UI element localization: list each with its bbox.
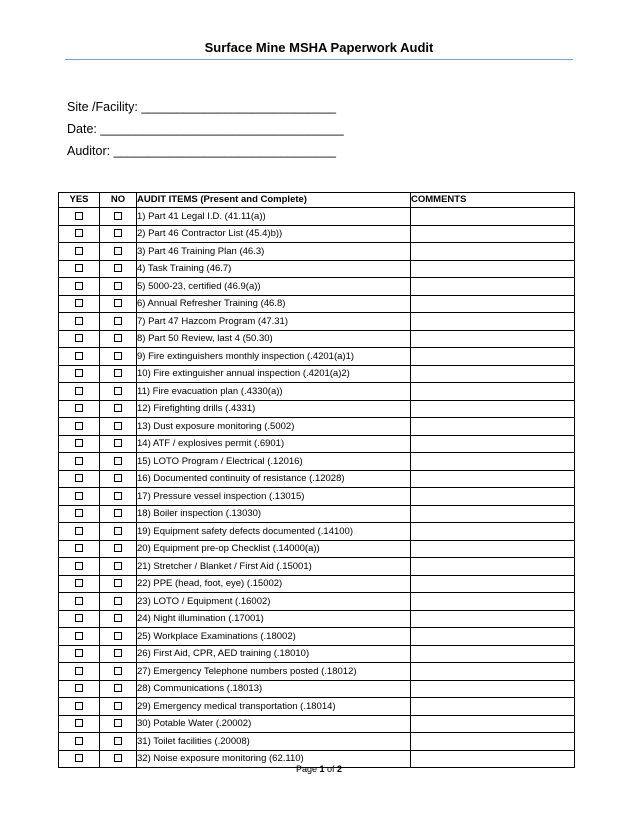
comments-column-header: COMMENTS	[411, 193, 575, 208]
audit-table-header	[59, 193, 575, 208]
footer-page-prefix: Page	[295, 764, 320, 774]
no-cell	[100, 575, 137, 593]
no-checkbox[interactable]	[114, 527, 122, 535]
yes-checkbox[interactable]	[75, 439, 83, 447]
comments-cell[interactable]	[411, 348, 575, 366]
no-checkbox[interactable]	[114, 317, 122, 325]
yes-checkbox[interactable]	[75, 299, 83, 307]
no-cell	[100, 418, 137, 436]
yes-checkbox[interactable]	[75, 684, 83, 692]
no-cell	[100, 628, 137, 646]
auditor-field[interactable]: Auditor: ________________________________	[67, 144, 337, 158]
audit-item-label: 26) First Aid, CPR, AED training (.18010)	[137, 645, 411, 663]
audit-item-label: 19) Equipment safety defects documented (.14100)	[137, 523, 411, 541]
audit-item-label: 8) Part 50 Review, last 4 (50.30)	[137, 330, 411, 348]
yes-cell	[59, 260, 100, 278]
table-row	[59, 645, 575, 663]
audit-item-label: 5) 5000-23, certified (46.9(a))	[137, 278, 411, 296]
table-row	[59, 505, 575, 523]
comments-cell[interactable]	[411, 698, 575, 716]
comments-cell[interactable]	[411, 330, 575, 348]
no-cell	[100, 383, 137, 401]
comments-cell[interactable]	[411, 593, 575, 611]
footer-page-of: of	[324, 764, 338, 774]
yes-cell	[59, 243, 100, 261]
table-row	[59, 575, 575, 593]
yes-column-header: YES	[59, 193, 100, 208]
no-checkbox[interactable]	[114, 509, 122, 517]
no-cell	[100, 330, 137, 348]
no-checkbox[interactable]	[114, 579, 122, 587]
yes-checkbox[interactable]	[75, 229, 83, 237]
yes-cell	[59, 418, 100, 436]
audit-item-label: 11) Fire evacuation plan (.4330(a))	[137, 383, 411, 401]
comments-cell[interactable]	[411, 540, 575, 558]
table-row	[59, 435, 575, 453]
audit-item-label: 18) Boiler inspection (.13030)	[137, 505, 411, 523]
yes-checkbox[interactable]	[75, 387, 83, 395]
table-row	[59, 733, 575, 751]
audit-item-label: 28) Communications (.18013)	[137, 680, 411, 698]
yes-cell	[59, 365, 100, 383]
comments-cell[interactable]	[411, 505, 575, 523]
audit-item-label: 4) Task Training (46.7)	[137, 260, 411, 278]
comments-cell[interactable]	[411, 715, 575, 733]
yes-cell	[59, 645, 100, 663]
no-cell	[100, 348, 137, 366]
no-cell	[100, 610, 137, 628]
comments-cell[interactable]	[411, 488, 575, 506]
table-row	[59, 418, 575, 436]
audit-table-body	[59, 208, 575, 768]
no-column-header: NO	[100, 193, 137, 208]
yes-checkbox[interactable]	[75, 667, 83, 675]
comments-cell[interactable]	[411, 278, 575, 296]
table-row	[59, 453, 575, 471]
no-checkbox[interactable]	[114, 422, 122, 430]
yes-checkbox[interactable]	[75, 212, 83, 220]
yes-checkbox[interactable]	[75, 352, 83, 360]
yes-checkbox[interactable]	[75, 544, 83, 552]
yes-cell	[59, 540, 100, 558]
yes-checkbox[interactable]	[75, 264, 83, 272]
audit-item-label: 3) Part 46 Training Plan (46.3)	[137, 243, 411, 261]
no-checkbox[interactable]	[114, 719, 122, 727]
comments-cell[interactable]	[411, 418, 575, 436]
comments-cell[interactable]	[411, 663, 575, 681]
yes-checkbox[interactable]	[75, 509, 83, 517]
no-cell	[100, 540, 137, 558]
no-checkbox[interactable]	[114, 684, 122, 692]
table-row	[59, 698, 575, 716]
no-checkbox[interactable]	[114, 544, 122, 552]
yes-checkbox[interactable]	[75, 597, 83, 605]
yes-checkbox[interactable]	[75, 247, 83, 255]
audit-item-label: 21) Stretcher / Blanket / First Aid (.15001)	[137, 558, 411, 576]
table-row	[59, 400, 575, 418]
no-checkbox[interactable]	[114, 614, 122, 622]
no-checkbox[interactable]	[114, 264, 122, 272]
audit-item-label: 27) Emergency Telephone numbers posted (.18012)	[137, 663, 411, 681]
audit-item-label: 32) Noise exposure monitoring (62.110)	[137, 750, 411, 768]
audit-item-label: 30) Potable Water (.20002)	[137, 715, 411, 733]
yes-cell	[59, 383, 100, 401]
table-row	[59, 663, 575, 681]
comments-cell[interactable]	[411, 365, 575, 383]
yes-cell	[59, 698, 100, 716]
yes-cell	[59, 733, 100, 751]
yes-checkbox[interactable]	[75, 492, 83, 500]
page-footer	[0, 764, 638, 774]
no-cell	[100, 523, 137, 541]
table-row	[59, 383, 575, 401]
audit-item-label: 12) Firefighting drills (.4331)	[137, 400, 411, 418]
no-cell	[100, 645, 137, 663]
footer-page-total: 2	[337, 764, 343, 774]
yes-checkbox[interactable]	[75, 317, 83, 325]
comments-cell[interactable]	[411, 400, 575, 418]
yes-checkbox[interactable]	[75, 282, 83, 290]
no-checkbox[interactable]	[114, 492, 122, 500]
date-field[interactable]: Date: ___________________________________	[67, 122, 344, 136]
yes-cell	[59, 313, 100, 331]
no-cell	[100, 698, 137, 716]
no-cell	[100, 400, 137, 418]
audit-items-column-header: AUDIT ITEMS (Present and Complete)	[137, 193, 411, 208]
no-checkbox[interactable]	[114, 649, 122, 657]
table-row	[59, 208, 575, 226]
no-checkbox[interactable]	[114, 474, 122, 482]
no-cell	[100, 435, 137, 453]
audit-item-label: 7) Part 47 Hazcom Program (47.31)	[137, 313, 411, 331]
yes-checkbox[interactable]	[75, 474, 83, 482]
yes-cell	[59, 330, 100, 348]
comments-cell[interactable]	[411, 295, 575, 313]
no-checkbox[interactable]	[114, 282, 122, 290]
yes-cell	[59, 505, 100, 523]
audit-item-label: 2) Part 46 Contractor List (45.4)b))	[137, 225, 411, 243]
yes-cell	[59, 610, 100, 628]
yes-cell	[59, 488, 100, 506]
no-cell	[100, 260, 137, 278]
yes-cell	[59, 715, 100, 733]
comments-cell[interactable]	[411, 610, 575, 628]
table-row	[59, 330, 575, 348]
yes-checkbox[interactable]	[75, 457, 83, 465]
no-cell	[100, 313, 137, 331]
yes-checkbox[interactable]	[75, 614, 83, 622]
no-cell	[100, 663, 137, 681]
yes-cell	[59, 348, 100, 366]
table-row	[59, 278, 575, 296]
table-row	[59, 715, 575, 733]
yes-checkbox[interactable]	[75, 562, 83, 570]
audit-item-label: 22) PPE (head, foot, eye) (.15002)	[137, 575, 411, 593]
no-cell	[100, 470, 137, 488]
yes-checkbox[interactable]	[75, 334, 83, 342]
yes-cell	[59, 278, 100, 296]
yes-checkbox[interactable]	[75, 632, 83, 640]
yes-cell	[59, 435, 100, 453]
yes-checkbox[interactable]	[75, 579, 83, 587]
no-checkbox[interactable]	[114, 702, 122, 710]
audit-item-label: 17) Pressure vessel inspection (.13015)	[137, 488, 411, 506]
table-row	[59, 313, 575, 331]
audit-item-label: 9) Fire extinguishers monthly inspection (.4201(a)1)	[137, 348, 411, 366]
yes-cell	[59, 523, 100, 541]
audit-item-label: 29) Emergency medical transportation (.18014)	[137, 698, 411, 716]
no-cell	[100, 365, 137, 383]
yes-checkbox[interactable]	[75, 737, 83, 745]
audit-item-label: 14) ATF / explosives permit (.6901)	[137, 435, 411, 453]
audit-item-label: 15) LOTO Program / Electrical (.12016)	[137, 453, 411, 471]
no-checkbox[interactable]	[114, 387, 122, 395]
yes-checkbox[interactable]	[75, 369, 83, 377]
no-cell	[100, 715, 137, 733]
no-checkbox[interactable]	[114, 212, 122, 220]
no-checkbox[interactable]	[114, 299, 122, 307]
table-row	[59, 540, 575, 558]
comments-cell[interactable]	[411, 733, 575, 751]
footer-page-number: 1	[319, 764, 325, 774]
no-checkbox[interactable]	[114, 562, 122, 570]
comments-cell[interactable]	[411, 453, 575, 471]
table-row	[59, 470, 575, 488]
comments-cell[interactable]	[411, 208, 575, 226]
comments-cell[interactable]	[411, 260, 575, 278]
audit-item-label: 24) Night illumination (.17001)	[137, 610, 411, 628]
table-row	[59, 628, 575, 646]
no-checkbox[interactable]	[114, 439, 122, 447]
comments-cell[interactable]	[411, 575, 575, 593]
audit-item-label: 16) Documented continuity of resistance (.12028)	[137, 470, 411, 488]
no-cell	[100, 208, 137, 226]
yes-cell	[59, 680, 100, 698]
no-cell	[100, 295, 137, 313]
audit-item-label: 23) LOTO / Equipment (.16002)	[137, 593, 411, 611]
no-checkbox[interactable]	[114, 352, 122, 360]
title-divider	[65, 59, 573, 60]
no-checkbox[interactable]	[114, 369, 122, 377]
no-cell	[100, 558, 137, 576]
table-row	[59, 610, 575, 628]
table-row	[59, 680, 575, 698]
audit-item-label: 31) Toilet facilities (.20008)	[137, 733, 411, 751]
comments-cell[interactable]	[411, 243, 575, 261]
audit-item-label: 25) Workplace Examinations (.18002)	[137, 628, 411, 646]
comments-cell[interactable]	[411, 313, 575, 331]
comments-cell[interactable]	[411, 628, 575, 646]
audit-item-label: 20) Equipment pre-op Checklist (.14000(a))	[137, 540, 411, 558]
no-cell	[100, 505, 137, 523]
yes-checkbox[interactable]	[75, 422, 83, 430]
audit-item-label: 1) Part 41 Legal I.D. (41.11(a))	[137, 208, 411, 226]
no-checkbox[interactable]	[114, 597, 122, 605]
no-checkbox[interactable]	[114, 229, 122, 237]
yes-cell	[59, 295, 100, 313]
no-cell	[100, 680, 137, 698]
yes-checkbox[interactable]	[75, 702, 83, 710]
table-row	[59, 365, 575, 383]
audit-item-label: 10) Fire extinguisher annual inspection (.4201(a)2)	[137, 365, 411, 383]
comments-cell[interactable]	[411, 383, 575, 401]
table-row	[59, 260, 575, 278]
table-row	[59, 558, 575, 576]
comments-cell[interactable]	[411, 225, 575, 243]
yes-checkbox[interactable]	[75, 719, 83, 727]
table-row	[59, 523, 575, 541]
yes-cell	[59, 663, 100, 681]
yes-checkbox[interactable]	[75, 404, 83, 412]
audit-item-label: 6) Annual Refresher Training (46.8)	[137, 295, 411, 313]
comments-cell[interactable]	[411, 470, 575, 488]
comments-cell[interactable]	[411, 523, 575, 541]
comments-cell[interactable]	[411, 680, 575, 698]
yes-cell	[59, 558, 100, 576]
comments-cell[interactable]	[411, 558, 575, 576]
yes-checkbox[interactable]	[75, 527, 83, 535]
no-checkbox[interactable]	[114, 334, 122, 342]
table-row	[59, 488, 575, 506]
comments-cell[interactable]	[411, 435, 575, 453]
yes-cell	[59, 400, 100, 418]
yes-cell	[59, 628, 100, 646]
table-row	[59, 243, 575, 261]
yes-checkbox[interactable]	[75, 649, 83, 657]
page-title: Surface Mine MSHA Paperwork Audit	[204, 40, 434, 55]
no-cell	[100, 243, 137, 261]
no-checkbox[interactable]	[114, 632, 122, 640]
table-row	[59, 225, 575, 243]
comments-cell[interactable]	[411, 645, 575, 663]
no-checkbox[interactable]	[114, 667, 122, 675]
no-cell	[100, 488, 137, 506]
no-cell	[100, 278, 137, 296]
yes-cell	[59, 453, 100, 471]
yes-checkbox[interactable]	[75, 754, 83, 762]
no-cell	[100, 453, 137, 471]
yes-cell	[59, 208, 100, 226]
no-checkbox[interactable]	[114, 404, 122, 412]
no-checkbox[interactable]	[114, 247, 122, 255]
no-cell	[100, 225, 137, 243]
no-cell	[100, 593, 137, 611]
audit-table	[58, 192, 575, 768]
table-row	[59, 348, 575, 366]
no-checkbox[interactable]	[114, 754, 122, 762]
audit-item-label: 13) Dust exposure monitoring (.5002)	[137, 418, 411, 436]
table-row	[59, 593, 575, 611]
yes-cell	[59, 575, 100, 593]
yes-cell	[59, 470, 100, 488]
yes-cell	[59, 225, 100, 243]
no-cell	[100, 733, 137, 751]
yes-cell	[59, 593, 100, 611]
no-checkbox[interactable]	[114, 737, 122, 745]
no-checkbox[interactable]	[114, 457, 122, 465]
site-facility-field[interactable]: Site /Facility: ____________________________	[67, 100, 336, 114]
table-row	[59, 295, 575, 313]
